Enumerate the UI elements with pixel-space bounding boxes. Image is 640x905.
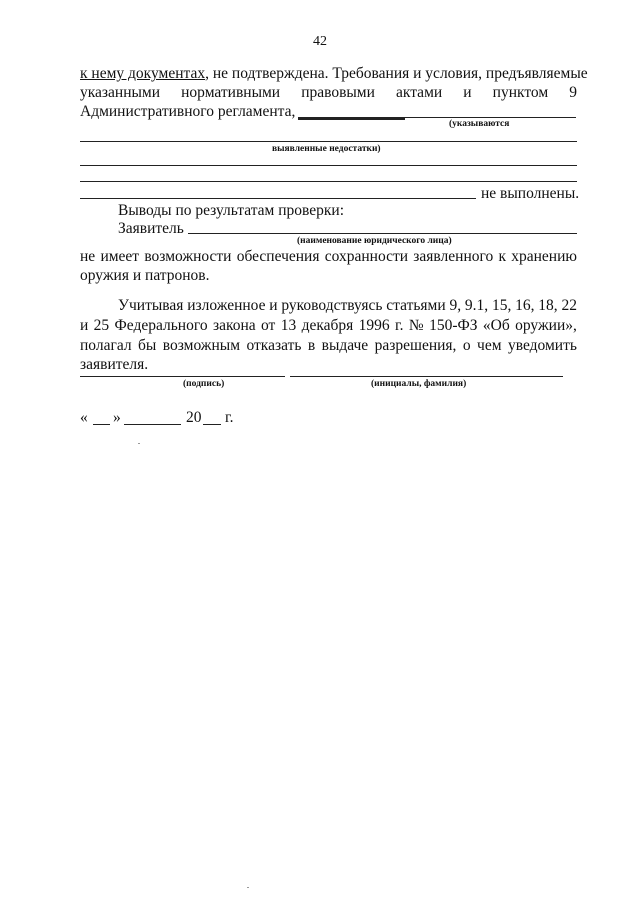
fill-line-3 <box>80 181 577 182</box>
paragraph-considering-line-3 <box>80 336 577 356</box>
word: нормативными <box>181 84 281 101</box>
word: в <box>307 337 316 354</box>
word: бы <box>138 337 157 354</box>
word: и <box>269 297 278 314</box>
word: руководствуясь <box>281 297 383 314</box>
paragraph-no-possibility-line-2: оружия и патронов. <box>80 267 210 284</box>
word: 15, <box>491 297 512 314</box>
initials-line <box>290 376 563 377</box>
word: правовыми <box>301 84 375 101</box>
word: Учитывая <box>118 297 184 314</box>
word: о <box>462 337 471 354</box>
scan-speck <box>247 887 249 888</box>
word: полагал <box>80 337 132 354</box>
word: к <box>498 248 506 265</box>
date-open-quote: « <box>80 409 88 426</box>
caption-initials: (инициалы, фамилия) <box>371 379 467 389</box>
word: 13 <box>280 317 297 334</box>
word: 16, <box>515 297 535 314</box>
word: 9.1, <box>464 297 489 314</box>
date-month-blank <box>124 424 181 425</box>
paragraph-considering-line-4: заявителя. <box>80 356 149 373</box>
fill-line-1 <box>80 141 577 142</box>
fill-line-regulation-overlay <box>298 118 405 120</box>
word: 150-ФЗ <box>429 317 478 334</box>
word: от <box>261 317 276 334</box>
word: имеет <box>100 248 140 265</box>
word: выдаче <box>321 337 369 354</box>
word: сохранности <box>324 248 409 265</box>
word: изложенное <box>187 297 266 314</box>
caption-signature: (подпись) <box>183 379 225 389</box>
word: уведомить <box>507 337 577 354</box>
word: декабря <box>301 317 354 334</box>
date-year-suffix: г. <box>225 409 234 426</box>
text-line-1 <box>80 64 588 84</box>
paragraph-considering-line-2 <box>80 316 577 336</box>
text-line-3: Административного регламента, <box>80 103 296 120</box>
conclusions-heading: Выводы по результатам проверки: <box>118 202 345 219</box>
line1-rest: , не подтверждена. Требования и условия, предъявляемые <box>205 65 588 82</box>
word: хранению <box>511 248 577 265</box>
date-year-prefix: 20 <box>186 409 202 426</box>
word: не <box>80 248 96 265</box>
caption-deficiencies: выявленные недостатки) <box>272 144 381 154</box>
page-number: 42 <box>313 34 327 49</box>
word: и <box>80 317 89 334</box>
word: Федерального <box>114 317 208 334</box>
word: возможным <box>162 337 241 354</box>
word: 25 <box>93 317 110 334</box>
word: актами <box>396 84 443 101</box>
word: возможности <box>144 248 232 265</box>
word: 9, <box>449 297 462 314</box>
word: статьями <box>386 297 446 314</box>
word: закона <box>212 317 256 334</box>
word: пунктом <box>492 84 549 101</box>
paragraph-considering-line-1 <box>118 296 577 316</box>
word: заявленного <box>413 248 494 265</box>
word: оружии», <box>515 317 577 334</box>
signature-line <box>80 376 285 377</box>
word: № <box>408 317 424 334</box>
word: обеспечения <box>236 248 320 265</box>
applicant-label: Заявитель <box>118 220 184 237</box>
word: 9 <box>569 84 577 101</box>
caption-legal-entity: (наименование юридического лица) <box>297 236 452 246</box>
word: 18, <box>538 297 558 314</box>
word: «Об <box>482 317 510 334</box>
fill-line-4 <box>80 198 476 199</box>
date-close-quote: » <box>113 409 121 426</box>
word: разрешения, <box>374 337 457 354</box>
caption-indicated: (указываются <box>449 119 510 129</box>
not-fulfilled-text: не выполнены. <box>481 185 580 202</box>
word: и <box>463 84 472 101</box>
paragraph-no-possibility-line-1 <box>80 247 577 267</box>
text-line-2 <box>80 83 577 103</box>
word: 22 <box>561 297 577 314</box>
word: 1996 <box>358 317 390 334</box>
scan-speck <box>138 443 140 444</box>
word: г. <box>395 317 404 334</box>
fill-line-2 <box>80 165 577 166</box>
word: чем <box>477 337 502 354</box>
date-year-blank <box>203 424 221 425</box>
word: отказать <box>246 337 302 354</box>
fill-line-applicant <box>188 233 577 234</box>
date-day-blank <box>93 424 110 425</box>
underlined-phrase: к нему документах <box>80 65 206 82</box>
word: указанными <box>80 84 161 101</box>
